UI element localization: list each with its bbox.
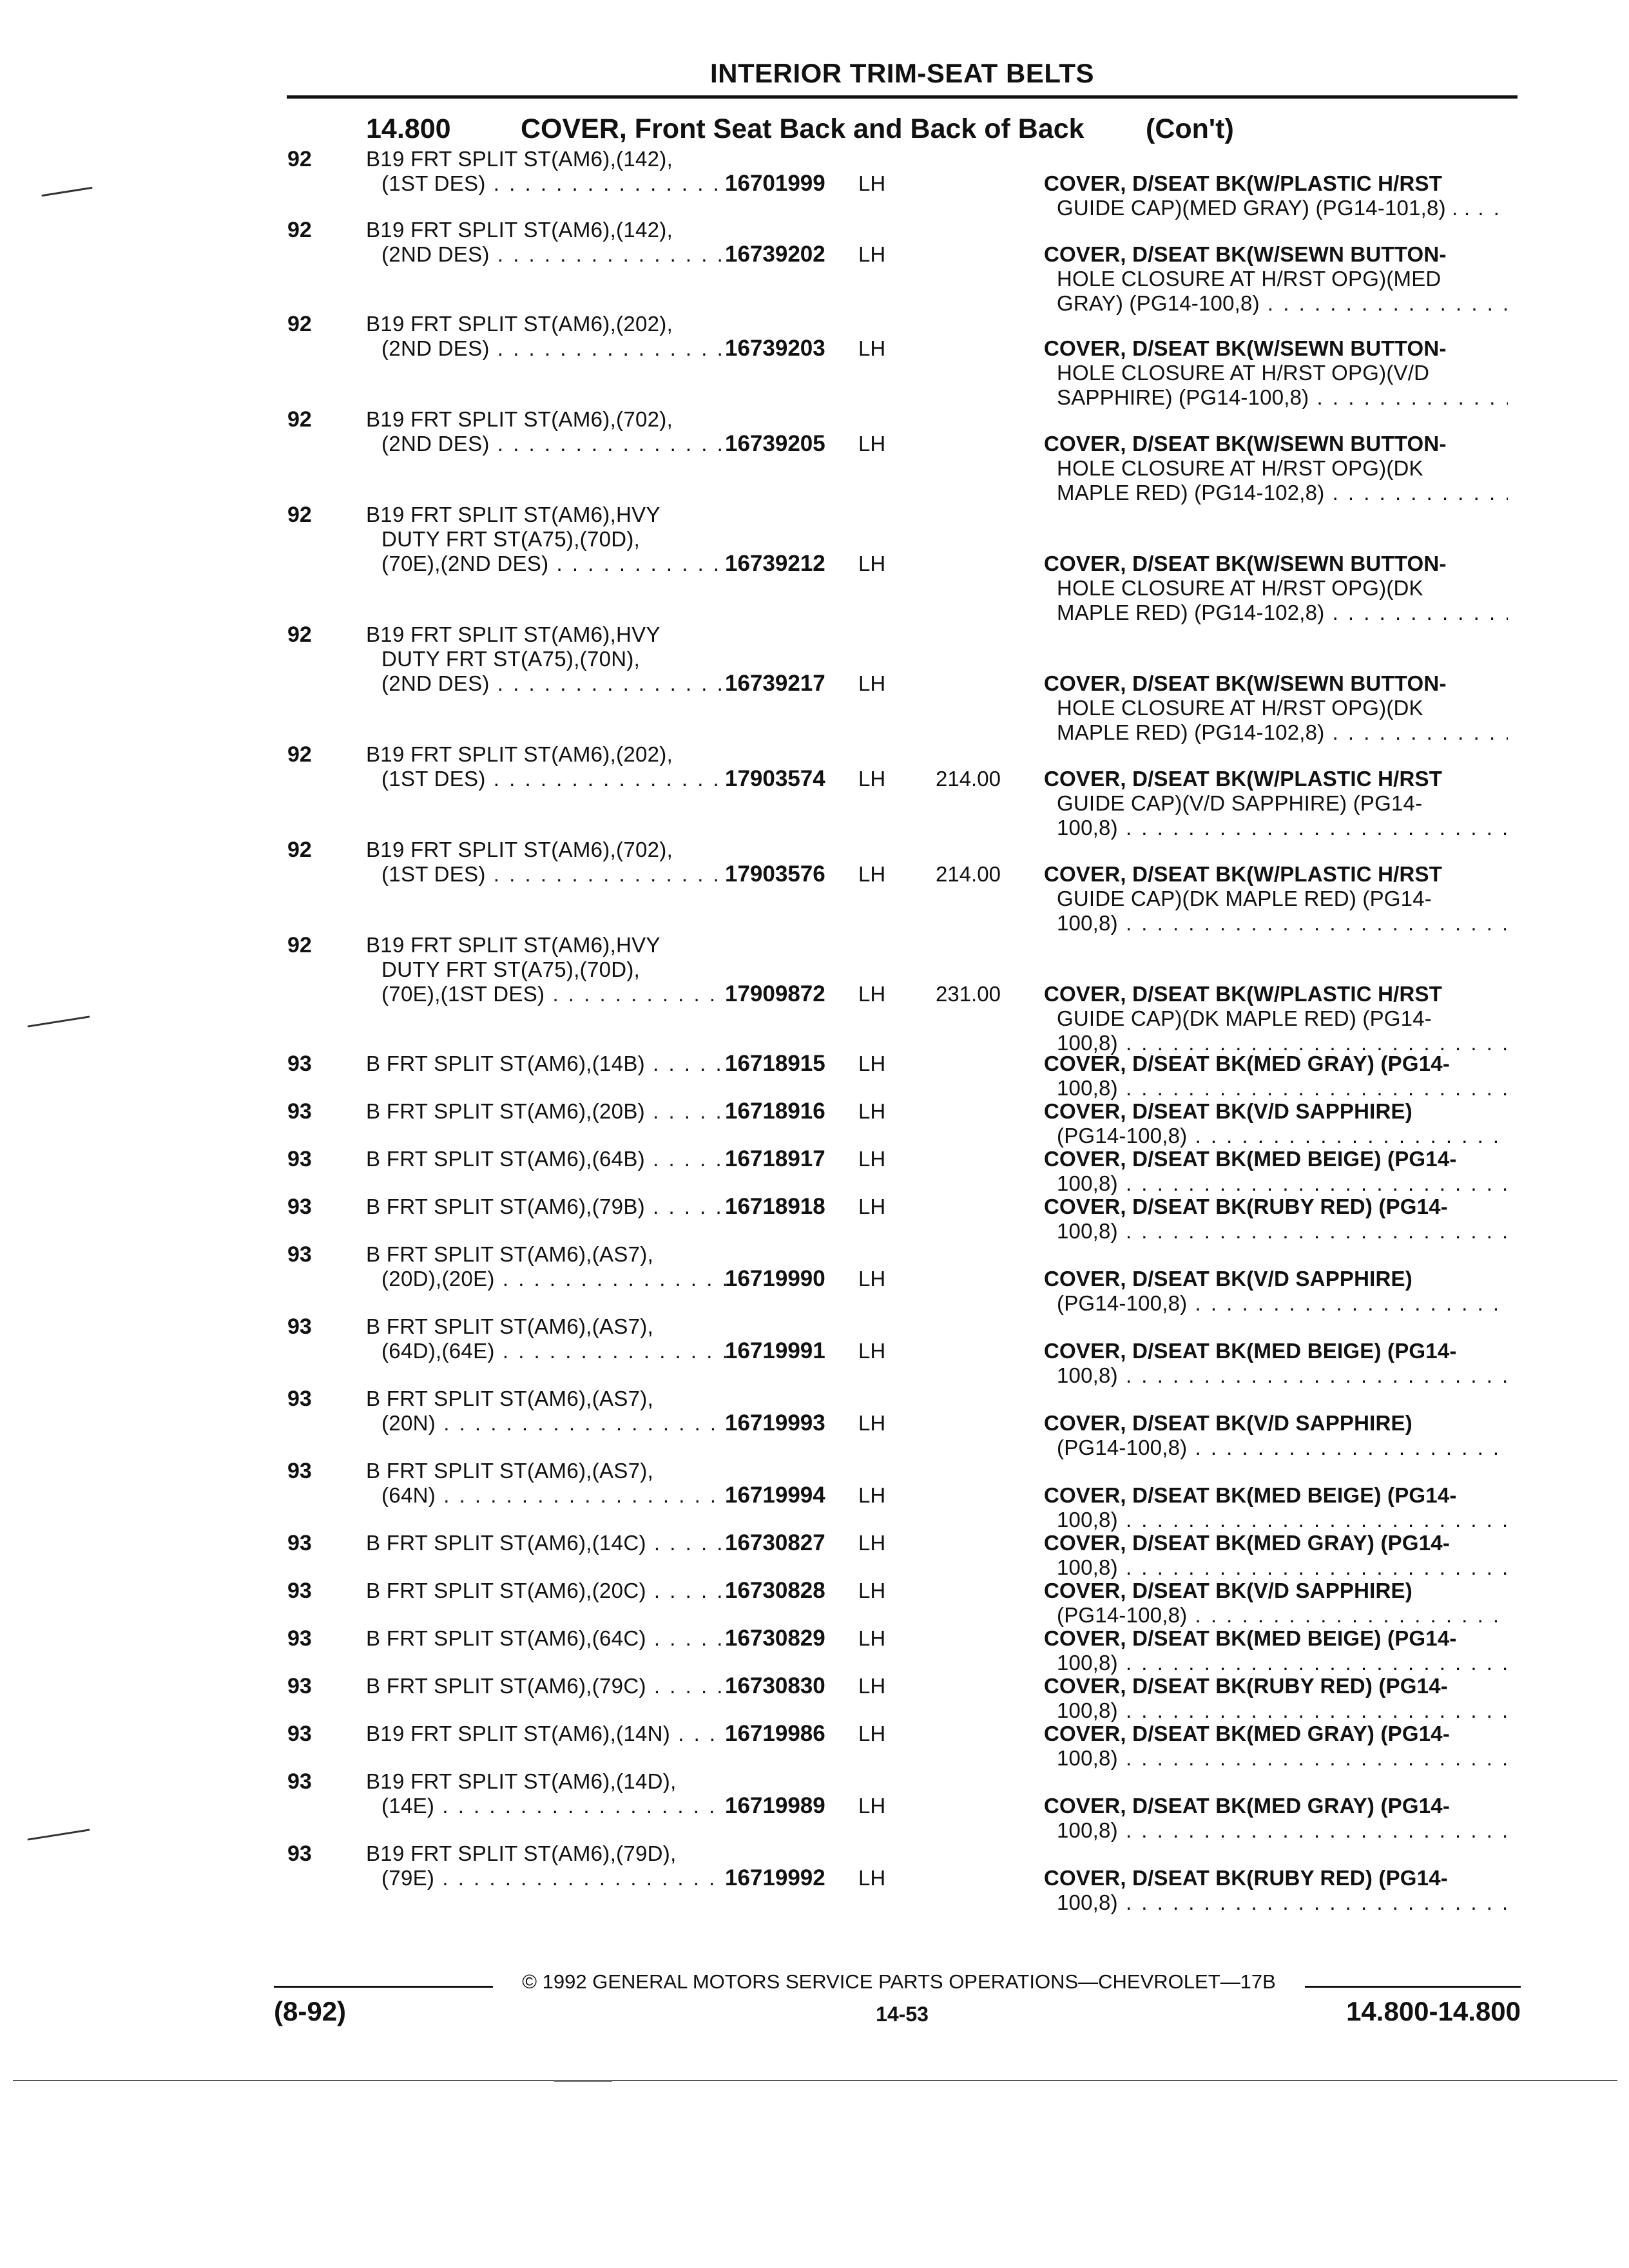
table-row [0, 312, 1629, 409]
side-code: LH [858, 1794, 886, 1818]
table-row [0, 1194, 1629, 1243]
part-remark: MAPLE RED) (PG14-102,8) . . . [1057, 481, 1508, 505]
figure-number: 93 [287, 1769, 312, 1794]
side-code: LH [858, 1579, 886, 1602]
usage-description: (1ST DES) . . . [381, 171, 727, 196]
usage-description: B19 FRT SPLIT ST(AM6),(202), [366, 742, 673, 766]
table-row [0, 1314, 1629, 1387]
side-code: LH [858, 1147, 886, 1171]
usage-description: B FRT SPLIT ST(AM6),(64B) . . . [366, 1147, 727, 1171]
part-number: 16739212 [725, 551, 825, 576]
part-remark: HOLE CLOSURE AT H/RST OPG)(DK [1057, 696, 1423, 720]
usage-description: (79E) . . . [381, 1866, 727, 1890]
usage-description: B19 FRT SPLIT ST(AM6),(702), [366, 407, 673, 431]
table-row [0, 1051, 1629, 1100]
part-remark: (PG14-100,8) . . . [1057, 1124, 1508, 1148]
table-row [0, 1146, 1629, 1195]
usage-description: B FRT SPLIT ST(AM6),(AS7), [366, 1459, 654, 1483]
side-code: LH [858, 1099, 886, 1123]
page-title: INTERIOR TRIM-SEAT BELTS [709, 58, 1095, 88]
side-code: LH [858, 242, 886, 266]
scan-mark [27, 1015, 90, 1027]
part-remark: HOLE CLOSURE AT H/RST OPG)(V/D [1057, 361, 1430, 385]
usage-description: (20N) . . . [381, 1411, 727, 1436]
part-remark: HOLE CLOSURE AT H/RST OPG)(DK [1057, 576, 1423, 600]
list-price: 231.00 [936, 982, 1001, 1006]
part-number: 16718917 [725, 1146, 825, 1171]
side-code: LH [858, 1531, 886, 1555]
list-price: 214.00 [936, 767, 1001, 791]
part-number: 16719994 [725, 1483, 825, 1508]
table-row [0, 742, 1629, 840]
part-number: 16718916 [725, 1099, 825, 1124]
part-number: 16719989 [725, 1793, 825, 1818]
table-row [0, 1721, 1629, 1770]
part-remark: COVER, D/SEAT BK(V/D SAPPHIRE) [1044, 1411, 1412, 1435]
usage-description: B FRT SPLIT ST(AM6),(20B) . . . [366, 1099, 727, 1124]
part-remark: COVER, D/SEAT BK(RUBY RED) (PG14- [1044, 1674, 1448, 1698]
part-remark: (PG14-100,8) . . . [1057, 1603, 1508, 1628]
figure-number: 93 [287, 1579, 312, 1603]
footer-section-range: 14.800-14.800 [1346, 1996, 1521, 2026]
part-remark: 100,8) . . . [1057, 816, 1508, 840]
side-code: LH [858, 552, 886, 575]
side-code: LH [858, 1722, 886, 1745]
figure-number: 93 [287, 1242, 312, 1267]
table-row [0, 1459, 1629, 1532]
usage-description: B FRT SPLIT ST(AM6),(79C) . . . [366, 1674, 727, 1698]
part-remark: 100,8) . . . [1057, 1219, 1508, 1244]
figure-number: 92 [287, 312, 312, 336]
usage-description: (20D),(20E) . . . [381, 1267, 727, 1291]
table-row [0, 407, 1629, 505]
part-remark: 100,8) . . . [1057, 1076, 1508, 1100]
part-remark: 100,8) . . . [1057, 1818, 1508, 1843]
part-remark: GUIDE CAP)(DK MAPLE RED) (PG14- [1057, 887, 1432, 910]
part-remark: HOLE CLOSURE AT H/RST OPG)(DK [1057, 456, 1423, 480]
usage-description: B FRT SPLIT ST(AM6),(79B) . . . [366, 1195, 727, 1219]
part-number: 16730829 [725, 1626, 825, 1651]
side-code: LH [858, 767, 886, 791]
table-row [0, 622, 1629, 744]
part-remark: COVER, D/SEAT BK(MED GRAY) (PG14- [1044, 1052, 1451, 1075]
part-number: 16719992 [725, 1865, 825, 1890]
side-code: LH [858, 671, 886, 695]
side-code: LH [858, 1483, 886, 1507]
figure-number: 92 [287, 742, 312, 767]
part-remark: 100,8) . . . [1057, 1363, 1508, 1388]
figure-number: 93 [287, 1531, 312, 1555]
usage-description: B FRT SPLIT ST(AM6),(64C) . . . [366, 1626, 727, 1651]
usage-description: B19 FRT SPLIT ST(AM6),(14N) . . . [366, 1722, 727, 1746]
usage-description: B19 FRT SPLIT ST(AM6),HVY [366, 933, 660, 957]
usage-description: B19 FRT SPLIT ST(AM6),(79D), [366, 1841, 677, 1865]
part-remark: COVER, D/SEAT BK(W/SEWN BUTTON- [1044, 336, 1447, 360]
figure-number: 92 [287, 838, 312, 862]
usage-description: (2ND DES) . . . [381, 336, 727, 361]
figure-number: 93 [287, 1459, 312, 1483]
part-remark: 100,8) . . . [1057, 1651, 1508, 1675]
side-code: LH [858, 1626, 886, 1650]
table-row [0, 1769, 1629, 1842]
usage-description: B19 FRT SPLIT ST(AM6),(142), [366, 147, 673, 171]
figure-number: 93 [287, 1841, 312, 1866]
figure-number: 92 [287, 503, 312, 527]
part-number: 16730827 [725, 1530, 825, 1555]
side-code: LH [858, 1195, 886, 1218]
part-remark: COVER, D/SEAT BK(W/PLASTIC H/RST [1044, 767, 1443, 791]
part-remark: COVER, D/SEAT BK(W/PLASTIC H/RST [1044, 982, 1443, 1006]
part-remark: COVER, D/SEAT BK(MED BEIGE) (PG14- [1044, 1483, 1457, 1507]
part-number: 16739205 [725, 431, 825, 456]
part-remark: 100,8) . . . [1057, 1508, 1508, 1532]
part-remark: COVER, D/SEAT BK(W/SEWN BUTTON- [1044, 671, 1447, 695]
scan-mark [41, 187, 92, 197]
part-remark: 100,8) . . . [1057, 1746, 1508, 1771]
part-remark: COVER, D/SEAT BK(MED BEIGE) (PG14- [1044, 1626, 1457, 1650]
usage-description: B19 FRT SPLIT ST(AM6),HVY [366, 503, 660, 526]
side-code: LH [858, 171, 886, 195]
usage-description: (14E) . . . [381, 1794, 727, 1818]
part-remark: COVER, D/SEAT BK(W/PLASTIC H/RST [1044, 862, 1443, 886]
figure-number: 93 [287, 1314, 312, 1339]
side-code: LH [858, 432, 886, 456]
part-remark: MAPLE RED) (PG14-102,8) . . . [1057, 601, 1508, 625]
part-number: 16739202 [725, 242, 825, 267]
part-remark: 100,8) . . . [1057, 1698, 1508, 1723]
part-remark: (PG14-100,8) . . . [1057, 1436, 1508, 1460]
usage-description: (64D),(64E) . . . [381, 1339, 727, 1363]
part-remark: COVER, D/SEAT BK(MED GRAY) (PG14- [1044, 1722, 1451, 1745]
part-number: 16719986 [725, 1721, 825, 1746]
usage-description: (1ST DES) . . . [381, 767, 727, 791]
side-code: LH [858, 1674, 886, 1698]
usage-description: B19 FRT SPLIT ST(AM6),(14D), [366, 1769, 677, 1793]
figure-number: 93 [287, 1626, 312, 1651]
side-code: LH [858, 1866, 886, 1890]
usage-description: B FRT SPLIT ST(AM6),(20C) . . . [366, 1579, 727, 1603]
part-remark: COVER, D/SEAT BK(V/D SAPPHIRE) [1044, 1267, 1412, 1291]
usage-description: DUTY FRT ST(A75),(70D), [381, 957, 641, 981]
part-remark: 100,8) . . . [1057, 1890, 1508, 1915]
part-number: 16730828 [725, 1578, 825, 1603]
part-number: 17903576 [725, 861, 825, 887]
table-row [0, 1099, 1629, 1148]
part-remark: COVER, D/SEAT BK(W/PLASTIC H/RST [1044, 171, 1443, 195]
table-row [0, 218, 1629, 315]
figure-number: 92 [287, 622, 312, 647]
side-code: LH [858, 1267, 886, 1291]
part-remark: COVER, D/SEAT BK(V/D SAPPHIRE) [1044, 1099, 1412, 1123]
part-remark: 100,8) . . . [1057, 1031, 1508, 1055]
part-remark: 100,8) . . . [1057, 1171, 1508, 1196]
part-remark: GUIDE CAP)(MED GRAY) (PG14-101,8) . . . . . [1057, 196, 1508, 220]
usage-description: B19 FRT SPLIT ST(AM6),(202), [366, 312, 673, 336]
table-row [0, 1673, 1629, 1722]
side-code: LH [858, 862, 886, 886]
figure-number: 93 [287, 1147, 312, 1171]
part-number: 17909872 [725, 981, 825, 1006]
part-remark: GUIDE CAP)(DK MAPLE RED) (PG14- [1057, 1006, 1432, 1030]
usage-description: (2ND DES) . . . [381, 671, 727, 696]
usage-description: (70E),(1ST DES) . . . [381, 982, 727, 1006]
scan-mark [27, 1829, 90, 1840]
footer-rule-right [1305, 1986, 1521, 1988]
section-continued: (Con't) [1146, 113, 1234, 144]
part-remark: COVER, D/SEAT BK(W/SEWN BUTTON- [1044, 432, 1447, 456]
section-number: 14.800 [366, 113, 451, 144]
part-remark: GUIDE CAP)(V/D SAPPHIRE) (PG14- [1057, 791, 1423, 815]
usage-description: B FRT SPLIT ST(AM6),(AS7), [366, 1314, 654, 1338]
usage-description: B FRT SPLIT ST(AM6),(14C) . . . [366, 1531, 727, 1555]
figure-number: 92 [287, 933, 312, 957]
part-remark: COVER, D/SEAT BK(MED GRAY) (PG14- [1044, 1794, 1451, 1818]
figure-number: 93 [287, 1387, 312, 1411]
part-number: 16730830 [725, 1673, 825, 1698]
part-number: 16739217 [725, 671, 825, 696]
figure-number: 92 [287, 218, 312, 242]
usage-description: (64N) . . . [381, 1483, 727, 1508]
table-row [0, 147, 1629, 220]
usage-description: B19 FRT SPLIT ST(AM6),HVY [366, 622, 660, 646]
figure-number: 92 [287, 147, 312, 171]
title-rule [287, 95, 1518, 99]
part-number: 16719990 [725, 1266, 825, 1291]
part-remark: GRAY) (PG14-100,8) . . . [1057, 291, 1508, 316]
table-row [0, 1841, 1629, 1914]
figure-number: 93 [287, 1674, 312, 1698]
footer-page-number: 14-53 [876, 2003, 929, 2026]
usage-description: (2ND DES) . . . [381, 432, 727, 456]
part-number: 16739203 [725, 336, 825, 361]
usage-description: (1ST DES) . . . [381, 862, 727, 887]
table-row [0, 1242, 1629, 1315]
part-remark: MAPLE RED) (PG14-102,8) . . . [1057, 720, 1508, 745]
usage-description: B19 FRT SPLIT ST(AM6),(142), [366, 218, 673, 242]
table-row [0, 1578, 1629, 1627]
figure-number: 93 [287, 1052, 312, 1076]
side-code: LH [858, 1411, 886, 1435]
figure-number: 93 [287, 1099, 312, 1124]
table-row [0, 1530, 1629, 1579]
side-code: LH [858, 1052, 886, 1075]
footer-rule-left [274, 1986, 493, 1988]
part-number: 17903574 [725, 766, 825, 791]
footer-copyright: © 1992 GENERAL MOTORS SERVICE PARTS OPERATIONS—CHEVROLET—17B [522, 1970, 1276, 1993]
section-heading [366, 113, 1526, 149]
scan-edge-line [13, 2080, 1617, 2081]
part-remark: 100,8) . . . [1057, 1555, 1508, 1580]
section-title: COVER, Front Seat Back and Back of Back [521, 113, 1084, 144]
part-remark: COVER, D/SEAT BK(MED GRAY) (PG14- [1044, 1531, 1451, 1555]
figure-number: 93 [287, 1195, 312, 1219]
part-remark: (PG14-100,8) . . . [1057, 1291, 1508, 1316]
usage-description: DUTY FRT ST(A75),(70D), [381, 527, 641, 551]
part-number: 16718915 [725, 1051, 825, 1076]
usage-description: (2ND DES) . . . [381, 242, 727, 267]
part-remark: SAPPHIRE) (PG14-100,8) . . . [1057, 385, 1508, 410]
part-remark: COVER, D/SEAT BK(RUBY RED) (PG14- [1044, 1866, 1448, 1890]
table-row [0, 933, 1629, 1055]
table-row [0, 1387, 1629, 1459]
figure-number: 92 [287, 407, 312, 432]
part-remark: COVER, D/SEAT BK(W/SEWN BUTTON- [1044, 552, 1447, 575]
usage-description: DUTY FRT ST(A75),(70N), [381, 647, 641, 671]
part-number: 16719991 [725, 1338, 825, 1363]
part-remark: COVER, D/SEAT BK(MED BEIGE) (PG14- [1044, 1339, 1457, 1363]
usage-description: B FRT SPLIT ST(AM6),(AS7), [366, 1242, 654, 1266]
part-remark: COVER, D/SEAT BK(MED BEIGE) (PG14- [1044, 1147, 1457, 1171]
scan-edge-line [554, 2081, 612, 2082]
table-row [0, 838, 1629, 935]
figure-number: 93 [287, 1722, 312, 1746]
usage-description: (70E),(2ND DES) . . . [381, 552, 727, 576]
part-remark: COVER, D/SEAT BK(RUBY RED) (PG14- [1044, 1195, 1448, 1218]
part-number: 16718918 [725, 1194, 825, 1219]
part-number: 16701999 [725, 171, 825, 196]
part-remark: HOLE CLOSURE AT H/RST OPG)(MED [1057, 267, 1441, 291]
footer-date: (8-92) [274, 1996, 347, 2026]
list-price: 214.00 [936, 862, 1001, 886]
usage-description: B FRT SPLIT ST(AM6),(14B) . . . [366, 1052, 727, 1076]
side-code: LH [858, 1339, 886, 1363]
table-row [0, 503, 1629, 624]
usage-description: B FRT SPLIT ST(AM6),(AS7), [366, 1387, 654, 1410]
table-row [0, 1626, 1629, 1675]
part-remark: COVER, D/SEAT BK(W/SEWN BUTTON- [1044, 242, 1447, 266]
part-remark: COVER, D/SEAT BK(V/D SAPPHIRE) [1044, 1579, 1412, 1602]
side-code: LH [858, 982, 886, 1006]
side-code: LH [858, 336, 886, 360]
usage-description: B19 FRT SPLIT ST(AM6),(702), [366, 838, 673, 861]
part-remark: 100,8) . . . [1057, 911, 1508, 936]
part-number: 16719993 [725, 1410, 825, 1436]
